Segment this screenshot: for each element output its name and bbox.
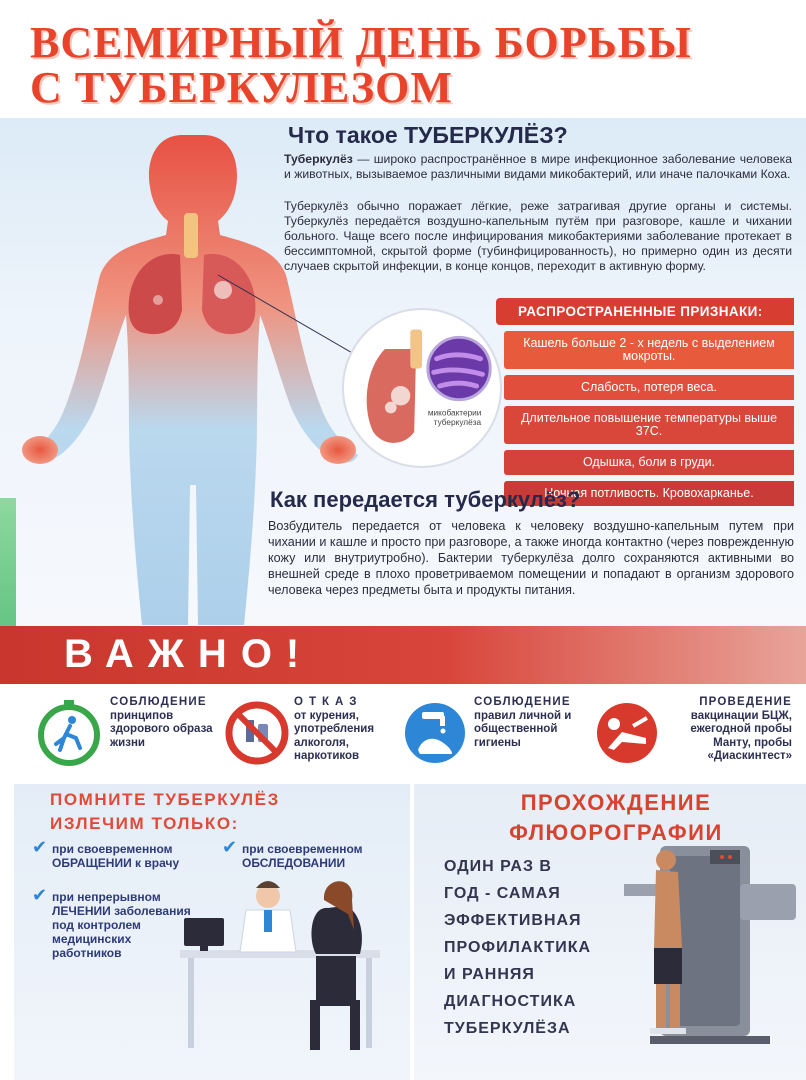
checkmark-icon: ✔ — [32, 885, 48, 905]
fluoro-line: ДИАГНОСТИКА — [444, 993, 577, 1010]
rule-vaccination — [592, 694, 802, 776]
what-heading: Что такое ТУБЕРКУЛЁЗ? — [288, 122, 568, 148]
decor-strip — [0, 498, 16, 628]
rules-row — [0, 684, 806, 784]
poster-title-line1: ВСЕМИРНЫЙ ДЕНЬ БОРЬБЫ — [30, 18, 692, 67]
hand-washing-icon — [400, 698, 470, 768]
fluoro-line: ГОД - САМАЯ — [444, 885, 561, 902]
no-smoking-alcohol-icon — [222, 698, 292, 768]
how-heading: Как передается туберкулёз? — [270, 487, 581, 512]
rule-refusal — [222, 694, 402, 776]
condition-pre: при непрерывном — [52, 890, 161, 904]
rule-text — [110, 696, 218, 750]
remember-heading — [50, 788, 280, 836]
fluoro-line: ТУБЕРКУЛЁЗА — [444, 1020, 571, 1037]
important-label: ВАЖНО! — [64, 632, 314, 676]
fluoro-line: ПРОФИЛАКТИКА — [444, 939, 592, 956]
important-banner — [0, 626, 806, 684]
sign-item: Кашель больше 2 - х недель с выделением мокроты. — [504, 331, 794, 369]
remember-line1: ПОМНИТЕ ТУБЕРКУЛЁЗ — [50, 790, 280, 809]
rule-text — [294, 696, 398, 764]
sign-item: Ночная потливость. Кровохарканье. — [504, 481, 794, 506]
cure-condition — [32, 837, 222, 870]
xray-machine-illustration — [620, 838, 800, 1048]
zoom-label-line2: туберкулёза — [433, 418, 482, 428]
how-paragraph: Возбудитель передается от человека к человеку воздушно-капельным путем при чихании и кашле и просто при разговоре, а также иногда контактно (через поврежденную кожу или внутриутробно). Бактерии туберкулёза долго сохраняются активными во внешней среде в плохо проветриваемом помещении и попадают в организм здорового человека через предметы быта и продукты питания. — [268, 519, 794, 597]
what-paragraph-2: Туберкулёз обычно поражает лёгкие, реже затрагивая другие органы и системы. Туберкулёз передаётся воздушно-капельным путём при разговоре, кашле и чихании больного. Чаще всего после инфицирования микобактериями заболевание протекает в бессимптомной, скрытой форме (тубинфицированность), но примерно один из десяти случаев скрытой инфекции, в конце концов, переходит в активную форму. — [284, 199, 792, 273]
fluoro-title-line1: ПРОХОЖДЕНИЕ — [520, 790, 712, 815]
rule-healthy-lifestyle — [34, 694, 224, 776]
tb-lead-word: Туберкулёз — [284, 152, 353, 166]
rule-heading: ПРОВЕДЕНИЕ — [699, 696, 792, 708]
fluoro-line: ОДИН РАЗ В — [444, 858, 552, 875]
runner-stopwatch-icon — [34, 698, 104, 768]
sign-item: Слабость, потеря веса. — [504, 375, 794, 400]
condition-caps: ОБРАЩЕНИИ к врачу — [52, 856, 180, 870]
common-signs-panel — [496, 298, 794, 506]
remember-line2: ИЗЛЕЧИМ ТОЛЬКО: — [50, 814, 239, 833]
what-paragraph-1 — [284, 152, 792, 182]
checkmark-icon: ✔ — [32, 837, 48, 857]
rule-body: правил личной и общественной гигиены — [474, 709, 572, 749]
rule-text — [668, 696, 792, 764]
rule-heading: СОБЛЮДЕНИЕ — [110, 696, 207, 708]
condition-caps: ЛЕЧЕНИИ заболевания под контролем медицинских работников — [52, 904, 191, 960]
lung-zoom-illustration — [342, 308, 502, 468]
cure-condition — [222, 837, 402, 870]
rule-heading: СОБЛЮДЕНИЕ — [474, 696, 571, 708]
poster-title — [30, 20, 692, 110]
fluoro-title-line2: ФЛЮОРОГРАФИИ — [509, 820, 723, 845]
condition-pre: при своевременном — [242, 842, 363, 856]
svg-text:микобактерии туберкулёза — [428, 408, 484, 427]
doctor-patient-illustration — [160, 870, 410, 1070]
condition-pre: при своевременном — [52, 842, 173, 856]
fluoro-text — [444, 853, 644, 1042]
what-paragraph-1-rest: — широко распространённое в мире инфекционное заболевание человека и животных, вызываемое различными видами микобактерий, или иначе палочками Коха. — [284, 152, 792, 181]
condition-caps: ОБСЛЕДОВАНИИ — [242, 856, 346, 870]
sign-item: Длительное повышение температуры выше 37С. — [504, 406, 794, 444]
rule-heading: ОТКАЗ — [294, 696, 363, 708]
sign-item: Одышка, боли в груди. — [504, 450, 794, 475]
signs-title: РАСПРОСТРАНЕННЫЕ ПРИЗНАКИ: — [496, 298, 794, 325]
fluoro-line: И РАННЯЯ — [444, 966, 535, 983]
rule-body: вакцинации БЦЖ, ежегодной пробы Манту, пробы «Диаскинтест» — [690, 709, 792, 762]
rule-text — [474, 696, 588, 750]
rule-body: принципов здорового образа жизни — [110, 709, 213, 749]
poster-title-line2: С ТУБЕРКУЛЕЗОМ — [30, 63, 453, 112]
fluoro-line: ЭФФЕКТИВНАЯ — [444, 912, 582, 929]
zoom-label-line1: микобактерии — [427, 408, 482, 418]
rule-hygiene — [400, 694, 590, 776]
rule-body: от курения, употребления алкоголя, наркотиков — [294, 709, 375, 762]
poster-header — [0, 0, 806, 120]
vaccination-icon — [592, 698, 662, 768]
checkmark-icon: ✔ — [222, 837, 238, 857]
